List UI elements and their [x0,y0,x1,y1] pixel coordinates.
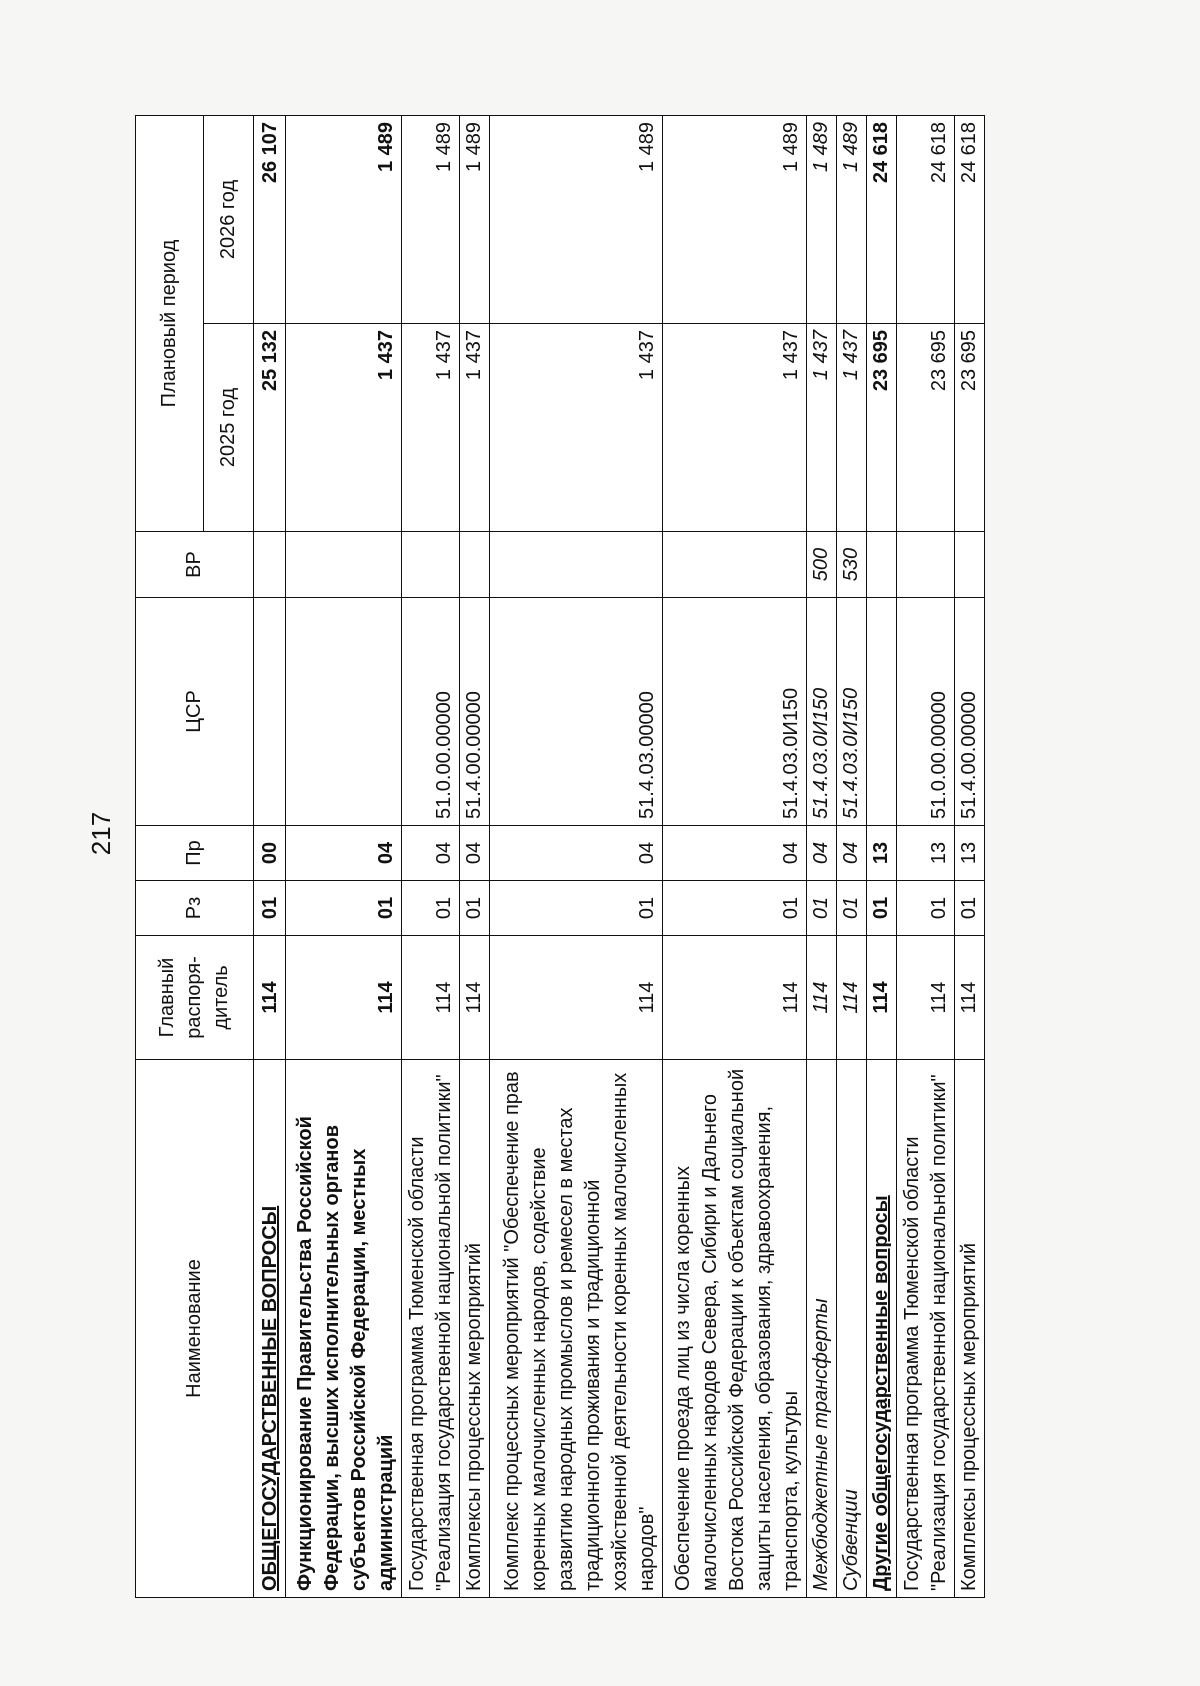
header-name: Наименование [136,1060,254,1598]
header-year-2026: 2026 год [204,115,254,323]
page-number: 217 [86,811,117,856]
table-row [836,115,866,1597]
cell-2025: 1 437 [836,324,866,532]
cell-csr [866,598,896,826]
cell-glavny: 114 [490,936,662,1060]
cell-rz: 01 [806,881,836,936]
table-row [402,115,460,1597]
cell-2025: 1 437 [806,324,836,532]
cell-name: ОБЩЕГОСУДАРСТВЕННЫЕ ВОПРОСЫ [254,1060,286,1598]
cell-vr: 500 [806,532,836,598]
cell-name: Государственная программа Тюменской области "Реализация государственной национальной политики" [402,1060,460,1598]
cell-2025: 1 437 [460,324,490,532]
cell-csr: 51.4.00.00000 [460,598,490,826]
cell-glavny: 114 [662,936,806,1060]
cell-csr: 51.0.00.00000 [402,598,460,826]
cell-rz: 01 [402,881,460,936]
header-planned-period: Плановый период [136,115,204,531]
cell-vr [402,532,460,598]
cell-vr [490,532,662,598]
cell-rz: 01 [662,881,806,936]
header-glavny: Главный распоря-дитель [136,936,254,1060]
cell-2025: 1 437 [286,324,402,532]
cell-pr: 00 [254,826,286,881]
cell-2026: 1 489 [490,115,662,323]
cell-vr [460,532,490,598]
cell-pr: 04 [402,826,460,881]
cell-glavny: 114 [954,936,984,1060]
cell-csr: 51.4.03.0И150 [662,598,806,826]
cell-pr: 13 [866,826,896,881]
cell-vr [896,532,954,598]
table-row [460,115,490,1597]
cell-2025: 23 695 [866,324,896,532]
cell-glavny: 114 [402,936,460,1060]
cell-vr [662,532,806,598]
cell-2025: 1 437 [490,324,662,532]
cell-pr: 04 [836,826,866,881]
cell-glavny: 114 [836,936,866,1060]
cell-2026: 1 489 [460,115,490,323]
cell-rz: 01 [254,881,286,936]
cell-pr: 04 [286,826,402,881]
cell-glavny: 114 [286,936,402,1060]
cell-csr [286,598,402,826]
table-row [490,115,662,1597]
cell-vr [254,532,286,598]
cell-csr [254,598,286,826]
cell-name: Комплексы процессных мероприятий [460,1060,490,1598]
cell-rz: 01 [896,881,954,936]
cell-name: Государственная программа Тюменской области "Реализация государственной национальной политики" [896,1060,954,1598]
cell-pr: 13 [896,826,954,881]
cell-name: Обеспечение проезда лиц из числа коренных малочисленных народов Севера, Сибири и Дальнего Востока Российской Федерации к объектам социальной защиты населения, образования, здравоохранения, транспорта, культуры [662,1060,806,1598]
cell-name: Функционирование Правительства Российской Федерации, высших исполнительных органов субъектов Российской Федерации, местных администраций [286,1060,402,1598]
cell-vr [954,532,984,598]
cell-glavny: 114 [806,936,836,1060]
cell-2025: 1 437 [662,324,806,532]
cell-name: Субвенции [836,1060,866,1598]
table-row [954,115,984,1597]
cell-name: Другие общегосударственные вопросы [866,1060,896,1598]
cell-2025: 25 132 [254,324,286,532]
cell-glavny: 114 [866,936,896,1060]
cell-vr [286,532,402,598]
header-rz: Рз [136,881,254,936]
cell-2026: 1 489 [806,115,836,323]
cell-pr: 13 [954,826,984,881]
cell-2026: 1 489 [286,115,402,323]
cell-csr: 51.0.00.00000 [896,598,954,826]
table-row [896,115,954,1597]
cell-pr: 04 [662,826,806,881]
table-row [806,115,836,1597]
cell-name: Комплекс процессных мероприятий "Обеспечение прав коренных малочисленных народов, содействие развитию народных промыслов и ремесел в местах традиционного проживания и традиционной хозяйственной деятельности коренных малочисленных народов" [490,1060,662,1598]
cell-name: Межбюджетные трансферты [806,1060,836,1598]
cell-rz: 01 [490,881,662,936]
cell-2026: 24 618 [954,115,984,323]
cell-rz: 01 [286,881,402,936]
header-csr: ЦСР [136,598,254,826]
cell-2026: 24 618 [896,115,954,323]
cell-2026: 24 618 [866,115,896,323]
cell-rz: 01 [460,881,490,936]
cell-csr: 51.4.03.00000 [490,598,662,826]
cell-pr: 04 [460,826,490,881]
cell-2025: 23 695 [954,324,984,532]
cell-2026: 26 107 [254,115,286,323]
cell-2025: 1 437 [402,324,460,532]
cell-pr: 04 [806,826,836,881]
cell-2026: 1 489 [402,115,460,323]
cell-2026: 1 489 [662,115,806,323]
cell-2025: 23 695 [896,324,954,532]
cell-pr: 04 [490,826,662,881]
cell-glavny: 114 [460,936,490,1060]
cell-glavny: 114 [896,936,954,1060]
header-pr: Пр [136,826,254,881]
table-row [254,115,286,1597]
cell-vr: 530 [836,532,866,598]
header-year-2025: 2025 год [204,324,254,532]
rotated-page-content [135,116,985,1598]
table-row [662,115,806,1597]
cell-rz: 01 [954,881,984,936]
cell-csr: 51.4.03.0И150 [806,598,836,826]
table-row [866,115,896,1597]
budget-table [135,115,985,1598]
table-row [286,115,402,1597]
cell-vr [866,532,896,598]
cell-2026: 1 489 [836,115,866,323]
cell-rz: 01 [836,881,866,936]
cell-csr: 51.4.00.00000 [954,598,984,826]
cell-csr: 51.4.03.0И150 [836,598,866,826]
cell-glavny: 114 [254,936,286,1060]
header-vr: ВР [136,532,254,598]
cell-rz: 01 [866,881,896,936]
cell-name: Комплексы процессных мероприятий [954,1060,984,1598]
